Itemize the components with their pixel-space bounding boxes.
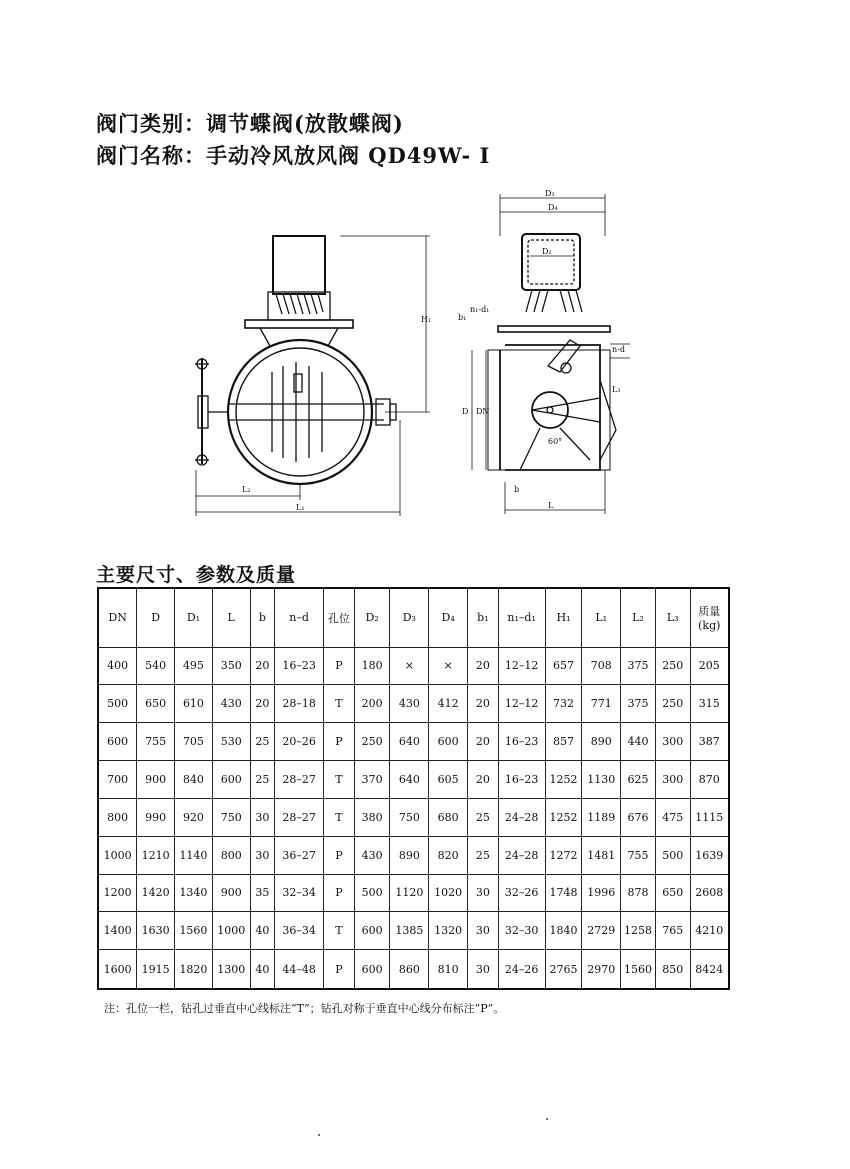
table-cell: 1915 [137,950,175,989]
table-cell: 4210 [690,912,729,950]
table-cell: 12–12 [498,647,545,685]
table-cell: 600 [429,723,468,761]
column-header: n₁–d₁ [498,588,545,647]
table-cell: 2608 [690,874,729,912]
table-cell: 36–27 [275,836,324,874]
side-view [472,194,630,514]
table-cell: 600 [98,723,137,761]
table-cell: 500 [98,685,137,723]
table-cell: 990 [137,798,175,836]
table-cell: 750 [212,798,250,836]
table-cell: 20 [468,761,499,799]
table-cell: 475 [655,798,690,836]
table-cell: 1639 [690,836,729,874]
table-cell: 500 [354,874,390,912]
table-cell: 20 [468,647,499,685]
table-row [98,912,729,950]
label-d2: D₂ [542,247,552,256]
table-cell: 25 [250,723,275,761]
table-row [98,761,729,799]
table-cell: 28–18 [275,685,324,723]
table-cell: 380 [354,798,390,836]
table-cell: 32–34 [275,874,324,912]
table-cell: 430 [212,685,250,723]
table-cell: 605 [429,761,468,799]
column-header: 质量(kg) [690,588,729,647]
label-d3: D₃ [545,189,555,198]
label-nd: n-d [612,345,625,354]
table-cell: 860 [390,950,429,989]
table-cell: 755 [137,723,175,761]
table-cell: 300 [655,723,690,761]
table-cell: 375 [621,685,656,723]
spec-table [97,587,730,990]
table-cell: 920 [175,798,213,836]
table-cell: 20 [468,723,499,761]
table-cell: P [324,647,355,685]
table-cell: 20 [250,685,275,723]
table-cell: 680 [429,798,468,836]
label-l: L [548,501,554,510]
table-cell: 1320 [429,912,468,950]
table-cell: 1996 [582,874,621,912]
label-b: b [514,485,520,494]
table-cell: 250 [655,685,690,723]
table-cell: 2970 [582,950,621,989]
table-cell: 375 [621,647,656,685]
table-cell: 412 [429,685,468,723]
column-header: L₃ [655,588,690,647]
table-row [98,647,729,685]
table-cell: 250 [354,723,390,761]
table-cell: 430 [390,685,429,723]
table-cell: 1140 [175,836,213,874]
label-l3: L₃ [612,385,621,394]
table-cell: 300 [655,761,690,799]
table-cell: 2729 [582,912,621,950]
table-cell: 1481 [582,836,621,874]
table-cell: 36–34 [275,912,324,950]
table-cell: 16–23 [498,761,545,799]
table-cell: 20 [250,647,275,685]
table-cell: 540 [137,647,175,685]
table-cell: 676 [621,798,656,836]
table-cell: 1630 [137,912,175,950]
table-cell: 771 [582,685,621,723]
table-cell: 40 [250,912,275,950]
table-cell: 24–26 [498,950,545,989]
label-b1: b₁ [458,313,467,322]
table-cell: 1252 [545,761,582,799]
table-cell: 900 [212,874,250,912]
table-cell: 28–27 [275,798,324,836]
table-cell: 1600 [98,950,137,989]
column-header: L [212,588,250,647]
table-cell: 1560 [175,912,213,950]
front-view [195,236,430,516]
table-row [98,836,729,874]
label-d: D [462,407,469,416]
scan-speck [546,1118,548,1120]
table-cell: 16–23 [498,723,545,761]
column-header: D₁ [175,588,213,647]
valve-name-title: 阀门名称：手动冷风放风阀 QD49W- I [96,143,491,168]
table-cell: 30 [468,912,499,950]
table-cell: 495 [175,647,213,685]
table-cell: 800 [98,798,137,836]
table-cell: 1258 [621,912,656,950]
table-cell: 1840 [545,912,582,950]
table-row [98,950,729,989]
table-cell: 600 [354,950,390,989]
table-cell: 25 [468,798,499,836]
table-cell: 1252 [545,798,582,836]
table-cell: 1115 [690,798,729,836]
table-cell: 650 [137,685,175,723]
table-row [98,798,729,836]
table-cell: 650 [655,874,690,912]
table-cell: 30 [250,798,275,836]
table-cell: × [390,647,429,685]
table-cell: 315 [690,685,729,723]
label-h1: H₁ [421,315,432,324]
table-cell: 610 [175,685,213,723]
column-header: n–d [275,588,324,647]
table-cell: 1300 [212,950,250,989]
column-header: D₄ [429,588,468,647]
table-cell: 12–12 [498,685,545,723]
table-cell: 1420 [137,874,175,912]
table-cell: 1748 [545,874,582,912]
table-cell: 1820 [175,950,213,989]
table-cell: 32–30 [498,912,545,950]
table-header-row [98,588,729,647]
column-header: D [137,588,175,647]
table-cell: 820 [429,836,468,874]
table-cell: 44–48 [275,950,324,989]
section-title: 主要尺寸、参数及质量 [96,564,297,586]
table-cell: 1000 [98,836,137,874]
table-cell: P [324,950,355,989]
table-cell: 890 [582,723,621,761]
table-cell: 400 [98,647,137,685]
table-cell: 870 [690,761,729,799]
table-cell: 878 [621,874,656,912]
table-cell: 28–27 [275,761,324,799]
column-header: L₁ [582,588,621,647]
table-cell: 857 [545,723,582,761]
table-cell: P [324,723,355,761]
table-cell: 705 [175,723,213,761]
table-cell: 1400 [98,912,137,950]
table-cell: 1000 [212,912,250,950]
table-cell: 370 [354,761,390,799]
table-cell: 850 [655,950,690,989]
column-header: D₃ [390,588,429,647]
table-cell: 800 [212,836,250,874]
table-cell: 24–28 [498,798,545,836]
column-header: b [250,588,275,647]
table-cell: 30 [468,874,499,912]
table-cell: 24–28 [498,836,545,874]
label-angle: 60° [548,437,563,446]
column-header: L₂ [621,588,656,647]
table-cell: 625 [621,761,656,799]
table-cell: 200 [354,685,390,723]
column-header: 孔位 [324,588,355,647]
table-cell: 755 [621,836,656,874]
table-cell: 600 [212,761,250,799]
footnote: 注：孔位一栏，钻孔过垂直中心线标注“T”；钻孔对称于垂直中心线分布标注“P”。 [104,1002,505,1015]
table-cell: 1340 [175,874,213,912]
table-cell: 40 [250,950,275,989]
table-cell: P [324,836,355,874]
table-cell: 30 [250,836,275,874]
table-cell: 430 [354,836,390,874]
table-cell: P [324,874,355,912]
table-cell: 750 [390,798,429,836]
table-cell: 440 [621,723,656,761]
table-cell: 8424 [690,950,729,989]
table-cell: 20–26 [275,723,324,761]
column-header: D₂ [354,588,390,647]
table-cell: 1272 [545,836,582,874]
table-cell: 387 [690,723,729,761]
table-cell: 1200 [98,874,137,912]
table-cell: 30 [468,950,499,989]
table-cell: T [324,685,355,723]
table-cell: 1130 [582,761,621,799]
table-cell: 1020 [429,874,468,912]
table-cell: 1210 [137,836,175,874]
table-cell: 900 [137,761,175,799]
table-cell: 350 [212,647,250,685]
column-header: DN [98,588,137,647]
table-row [98,874,729,912]
column-header: b₁ [468,588,499,647]
table-cell: 840 [175,761,213,799]
valve-category-title: 阀门类别：调节蝶阀(放散蝶阀) [96,111,404,136]
table-cell: 732 [545,685,582,723]
table-cell: 765 [655,912,690,950]
table-row [98,685,729,723]
table-cell: × [429,647,468,685]
table-cell: 25 [468,836,499,874]
table-cell: T [324,912,355,950]
table-cell: 1560 [621,950,656,989]
table-cell: 700 [98,761,137,799]
table-cell: 32–26 [498,874,545,912]
table-cell: 250 [655,647,690,685]
label-l2: L₂ [242,485,251,494]
table-cell: T [324,798,355,836]
table-cell: 2765 [545,950,582,989]
table-row [98,723,729,761]
label-dn: DN [476,407,490,416]
table-cell: 35 [250,874,275,912]
table-cell: 20 [468,685,499,723]
table-cell: 600 [354,912,390,950]
table-cell: 708 [582,647,621,685]
table-cell: T [324,761,355,799]
table-cell: 1189 [582,798,621,836]
table-cell: 16–23 [275,647,324,685]
table-cell: 640 [390,723,429,761]
label-n1d1: n₁-d₁ [470,305,490,314]
scan-speck [318,1134,320,1136]
table-cell: 500 [655,836,690,874]
table-cell: 25 [250,761,275,799]
table-cell: 640 [390,761,429,799]
table-cell: 205 [690,647,729,685]
label-d4: D₄ [548,203,558,212]
column-header: H₁ [545,588,582,647]
table-cell: 657 [545,647,582,685]
table-cell: 810 [429,950,468,989]
valve-technical-drawing [0,0,850,545]
table-cell: 1120 [390,874,429,912]
table-cell: 890 [390,836,429,874]
table-cell: 180 [354,647,390,685]
table-cell: 1385 [390,912,429,950]
table-cell: 530 [212,723,250,761]
label-l1: L₁ [296,503,305,512]
